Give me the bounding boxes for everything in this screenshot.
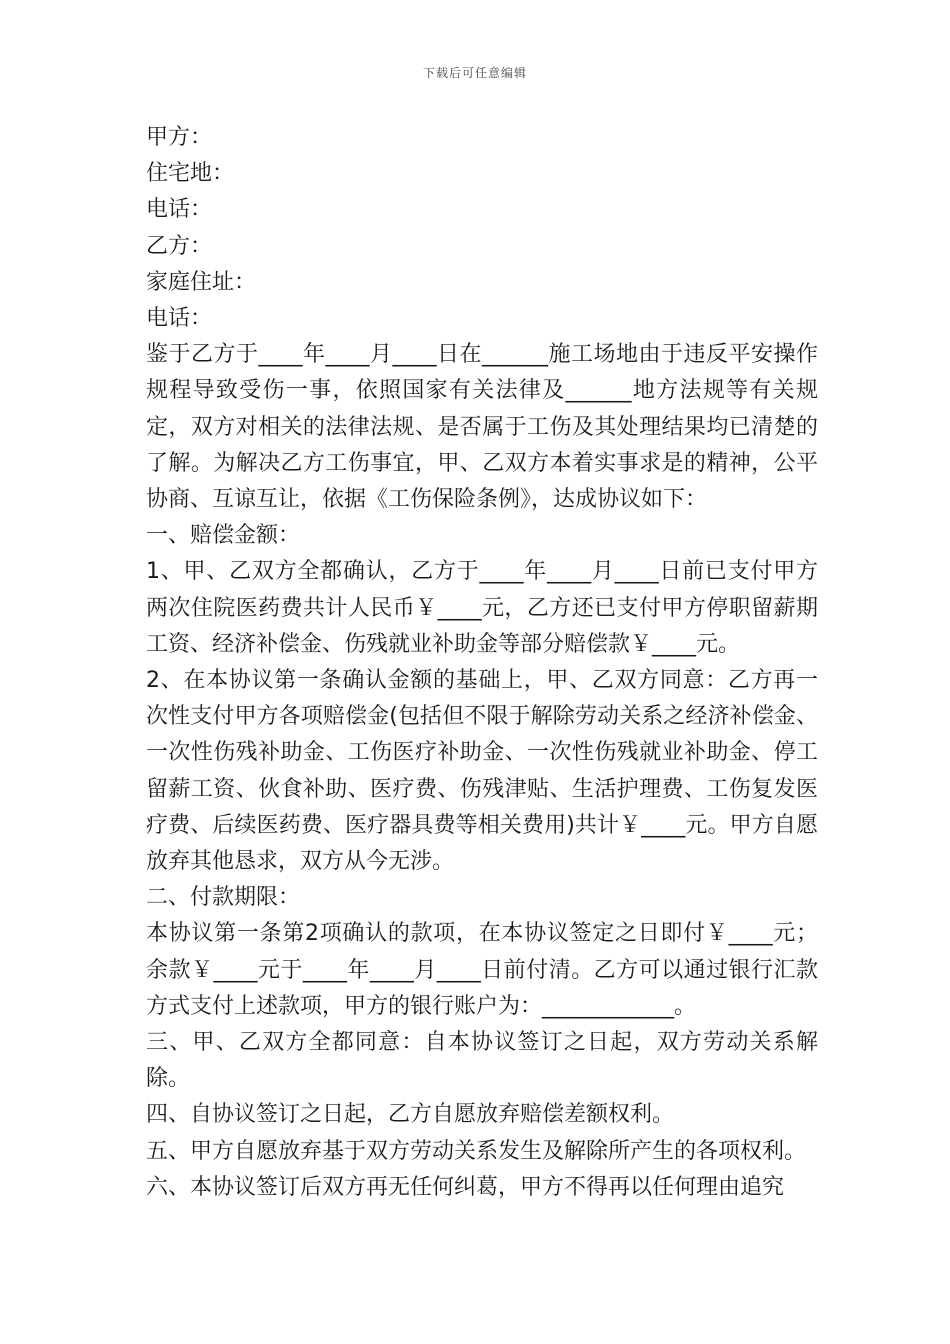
preamble-paragraph: 鉴于乙方于____年____月____日在______施工场地由于违反平安操作规程导致受伤一事，依照国家有关法律及______地方法规等有关规定，双方对相关的法律法规、是否属于工伤及其处理结果均已清楚的了解。为解决乙方工伤事宜，甲、乙双方本着实事求是的精神，公平协商、互谅互让，依据《工伤保险条例》，达成协议如下： bbox=[146, 342, 818, 513]
section-4-paragraph: 四、自协议签订之日起，乙方自愿放弃赔偿差额权利。 bbox=[146, 1102, 675, 1128]
party-a-field: 甲方： bbox=[146, 125, 213, 150]
home-address-field: 家庭住址： bbox=[146, 269, 257, 295]
agreement-body bbox=[146, 120, 818, 1206]
phone-b-field: 电话： bbox=[146, 306, 213, 332]
section-1-item-1: 1、甲、乙双方全都确认，乙方于____年____月____日前已支付甲方两次住院医药费共计人民币￥____元，乙方还已支付甲方停职留薪期工资、经济补偿金、伤残就业补助金等部分赔偿款￥____元。 bbox=[146, 559, 818, 657]
residence-field: 住宅地： bbox=[146, 161, 235, 187]
party-b-field: 乙方： bbox=[146, 233, 213, 259]
section-3-paragraph: 三、甲、乙双方全都同意：自本协议签订之日起，双方劳动关系解除。 bbox=[146, 1030, 818, 1092]
phone-a-field: 电话： bbox=[146, 197, 213, 223]
section-1-item-2: 2、在本协议第一条确认金额的基础上，甲、乙双方同意：乙方再一次性支付甲方各项赔偿金(包括但不限于解除劳动关系之经济补偿金、一次性伤残补助金、工伤医疗补助金、一次性伤残就业补助金、停工留薪工资、伙食补助、医疗费、伤残津贴、生活护理费、工伤复发医疗费、后续医药费、医疗器具费等相关费用)共计￥____元。甲方自愿放弃其他恳求，双方从今无涉。 bbox=[146, 668, 818, 875]
page-header-note: 下载后可任意编辑 bbox=[422, 66, 527, 80]
section-6-paragraph: 六、本协议签订后双方再无任何纠葛，甲方不得再以任何理由追究 bbox=[146, 1174, 785, 1200]
section-1-title: 一、赔偿金额： bbox=[146, 523, 301, 549]
section-2-title: 二、付款期限： bbox=[146, 885, 301, 911]
section-2-body: 本协议第一条第2项确认的款项，在本协议签定之日即付￥____元；余款￥____元于____年____月____日前付清。乙方可以通过银行汇款方式支付上述款项，甲方的银行账户为：____________。 bbox=[146, 921, 818, 1019]
section-5-paragraph: 五、甲方自愿放弃基于双方劳动关系发生及解除所产生的各项权利。 bbox=[146, 1138, 807, 1164]
